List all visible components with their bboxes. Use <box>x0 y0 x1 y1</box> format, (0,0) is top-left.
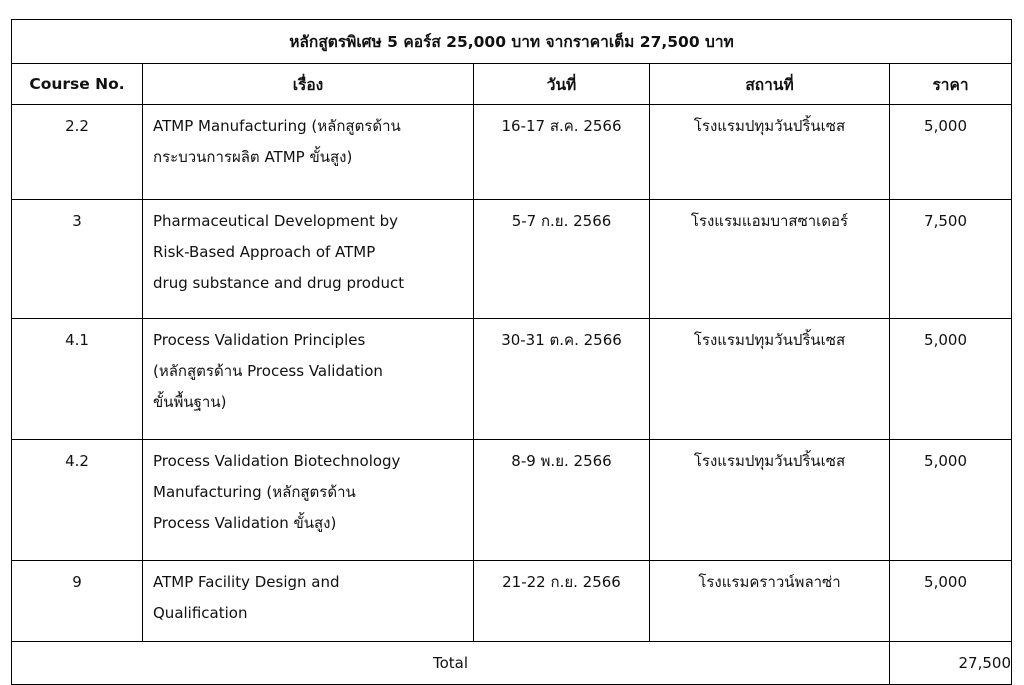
subject-line: ATMP Facility Design and <box>153 573 340 591</box>
cell-date: 5-7 ก.ย. 2566 <box>474 200 650 319</box>
cell-subject <box>143 319 474 440</box>
subject-line: Process Validation Principles <box>153 331 366 349</box>
header-date: วันที่ <box>474 64 650 105</box>
cell-venue: โรงแรมปทุมวันปริ้นเซส <box>650 440 890 561</box>
table-title: หลักสูตรพิเศษ 5 คอร์ส 25,000 บาท จากราคาเต็ม 27,500 บาท <box>12 20 1012 64</box>
header-price: ราคา <box>890 64 1012 105</box>
cell-venue: โรงแรมปทุมวันปริ้นเซส <box>650 319 890 440</box>
subject-line: (หลักสูตรด้าน Process Validation <box>153 362 383 380</box>
table-row <box>12 440 1012 561</box>
header-row <box>12 64 1012 105</box>
subject-line: Risk-Based Approach of ATMP <box>153 243 376 261</box>
subject-line: กระบวนการผลิต ATMP ขั้นสูง) <box>153 148 353 166</box>
cell-price: 5,000 <box>890 561 1012 642</box>
cell-price: 5,000 <box>890 440 1012 561</box>
cell-price: 5,000 <box>890 319 1012 440</box>
subject-line: Qualification <box>153 604 248 622</box>
cell-subject <box>143 561 474 642</box>
table-row <box>12 200 1012 319</box>
header-venue: สถานที่ <box>650 64 890 105</box>
cell-venue: โรงแรมปทุมวันปริ้นเซส <box>650 105 890 200</box>
cell-subject <box>143 200 474 319</box>
course-table <box>11 19 1012 685</box>
table-row <box>12 319 1012 440</box>
cell-venue: โรงแรมแอมบาสซาเดอร์ <box>650 200 890 319</box>
header-subject: เรื่อง <box>143 64 474 105</box>
cell-date: 30-31 ต.ค. 2566 <box>474 319 650 440</box>
cell-price: 7,500 <box>890 200 1012 319</box>
header-course-no: Course No. <box>12 64 143 105</box>
subject-line: ATMP Manufacturing (หลักสูตรด้าน <box>153 117 401 135</box>
subject-line: Pharmaceutical Development by <box>153 212 399 230</box>
subject-line: Process Validation Biotechnology <box>153 452 401 470</box>
cell-course-no: 4.2 <box>12 440 143 561</box>
cell-course-no: 2.2 <box>12 105 143 200</box>
subject-line: Process Validation ขั้นสูง) <box>153 514 337 532</box>
subject-line: Manufacturing (หลักสูตรด้าน <box>153 483 356 501</box>
cell-date: 8-9 พ.ย. 2566 <box>474 440 650 561</box>
cell-subject <box>143 105 474 200</box>
cell-date: 21-22 ก.ย. 2566 <box>474 561 650 642</box>
cell-price: 5,000 <box>890 105 1012 200</box>
cell-date: 16-17 ส.ค. 2566 <box>474 105 650 200</box>
cell-course-no: 9 <box>12 561 143 642</box>
cell-venue: โรงแรมคราวน์พลาซ่า <box>650 561 890 642</box>
table-row <box>12 561 1012 642</box>
table-title-row <box>12 20 1012 64</box>
total-value: 27,500 <box>890 642 1012 685</box>
subject-line: drug substance and drug product <box>153 274 405 292</box>
subject-line: ขั้นพื้นฐาน) <box>153 393 227 411</box>
total-row <box>12 642 1012 685</box>
table-row <box>12 105 1012 200</box>
cell-course-no: 3 <box>12 200 143 319</box>
total-label: Total <box>12 642 890 685</box>
cell-subject <box>143 440 474 561</box>
cell-course-no: 4.1 <box>12 319 143 440</box>
